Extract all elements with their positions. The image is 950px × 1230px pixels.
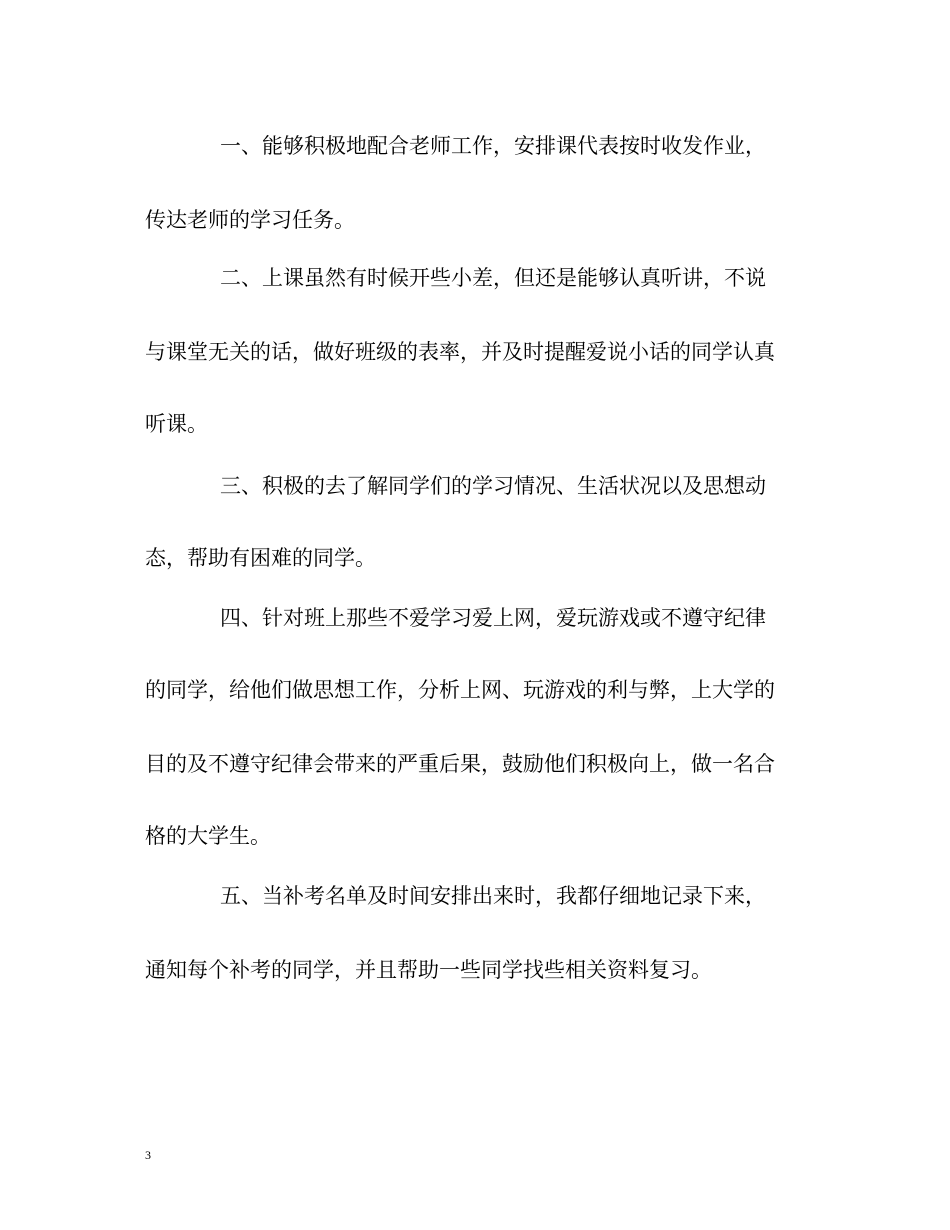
paragraph-5-line-2: 通知每个补考的同学，并且帮助一些同学找些相关资料复习。 xyxy=(145,958,712,982)
paragraph-4-line-2: 的同学，给他们做思想工作，分析上网、玩游戏的利与弊，上大学的 xyxy=(145,678,775,702)
paragraph-5-line-1: 五、当补考名单及时间安排出来时，我都仔细地记录下来， xyxy=(220,884,766,908)
paragraph-2-line-1: 二、上课虽然有时候开些小差，但还是能够认真听讲，不说 xyxy=(220,266,766,290)
paragraph-2-line-3: 听课。 xyxy=(145,412,208,436)
paragraph-1-line-2: 传达老师的学习任务。 xyxy=(145,208,355,232)
paragraph-3-line-2: 态，帮助有困难的同学。 xyxy=(145,546,376,570)
page-number: 3 xyxy=(145,1148,151,1162)
paragraph-1-line-1: 一、能够积极地配合老师工作，安排课代表按时收发作业， xyxy=(220,134,766,158)
paragraph-4-line-4: 格的大学生。 xyxy=(145,824,271,848)
paragraph-4-line-3: 目的及不遵守纪律会带来的严重后果，鼓励他们积极向上，做一名合 xyxy=(145,752,775,776)
paragraph-4-line-1: 四、针对班上那些不爱学习爱上网，爱玩游戏或不遵守纪律 xyxy=(220,606,766,630)
paragraph-3-line-1: 三、积极的去了解同学们的学习情况、生活状况以及思想动 xyxy=(220,474,766,498)
paragraph-2-line-2: 与课堂无关的话，做好班级的表率，并及时提醒爱说小话的同学认真 xyxy=(145,340,775,364)
